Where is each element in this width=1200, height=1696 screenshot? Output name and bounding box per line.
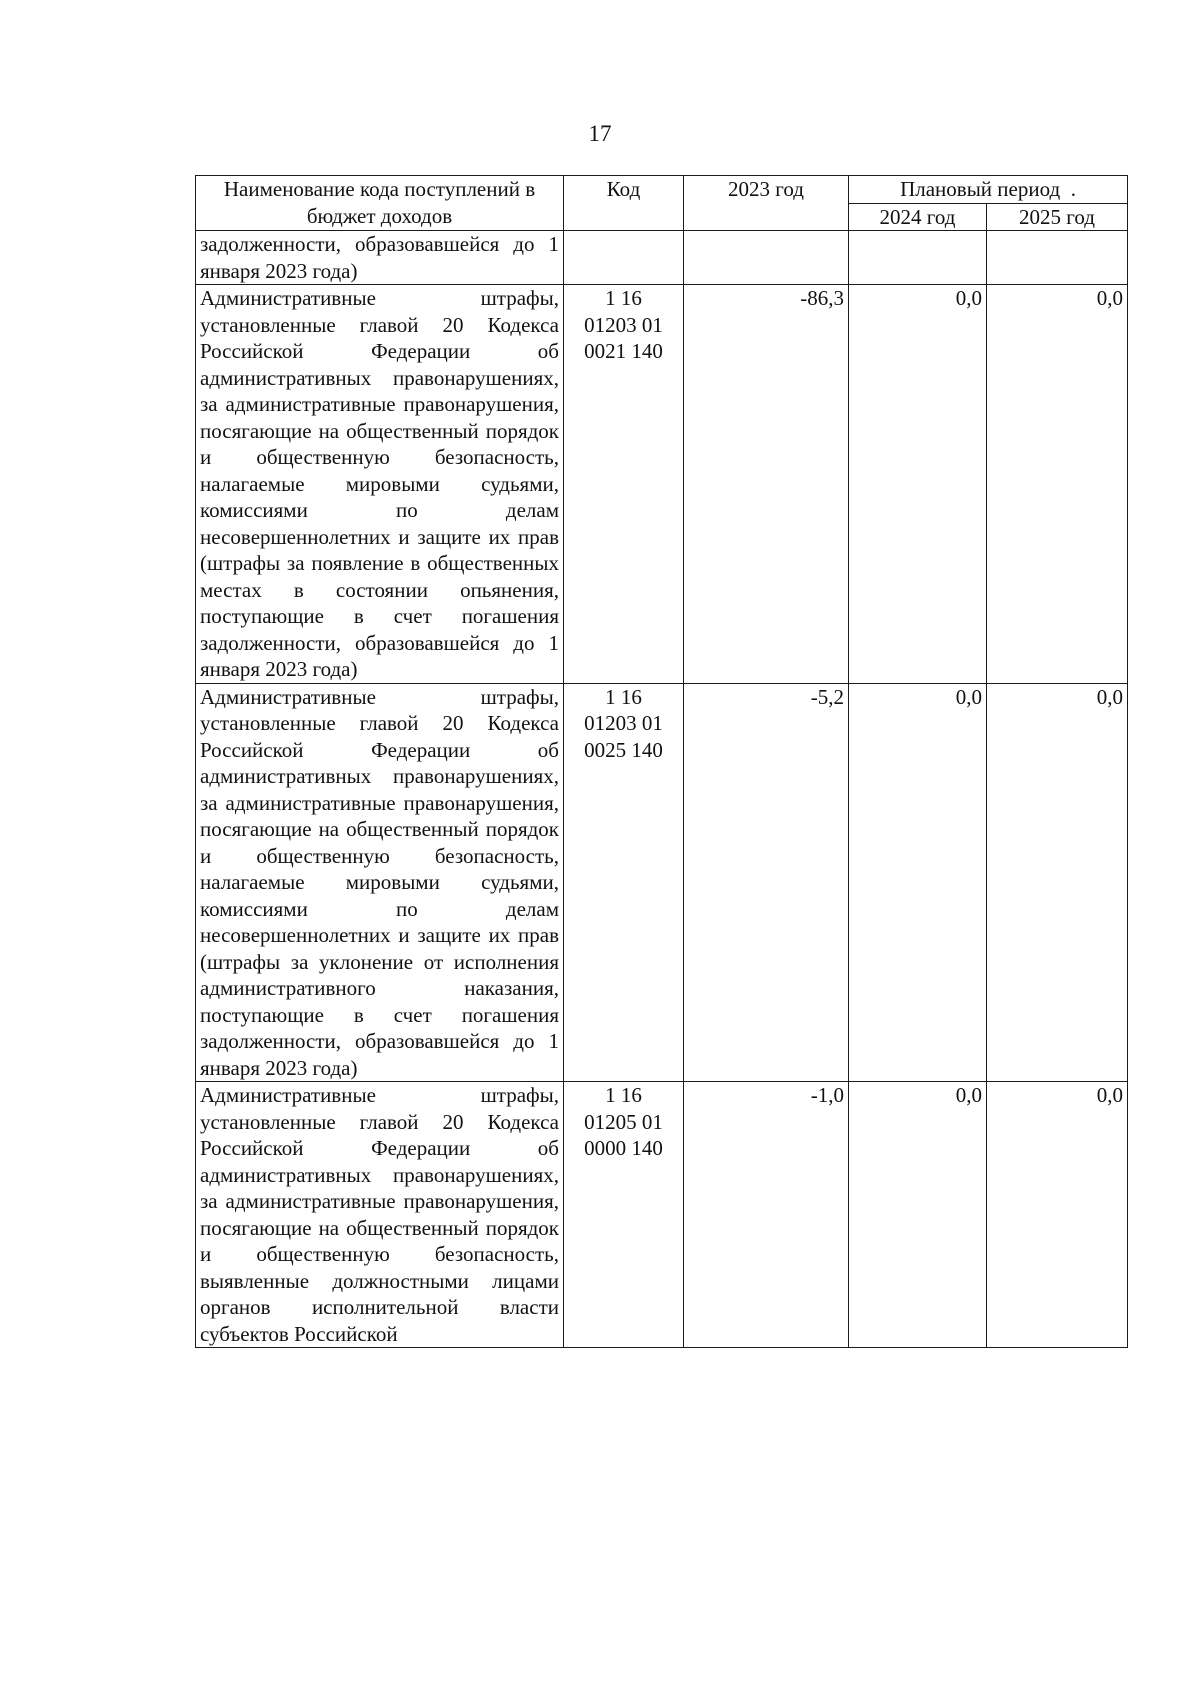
row-value-2025: 0,0 [987, 1082, 1128, 1348]
row-code-line: 01205 01 [584, 1109, 663, 1134]
header-year-2025: 2025 год [987, 203, 1128, 231]
row-value-2023: -5,2 [684, 683, 849, 1082]
row-code [564, 285, 684, 684]
row-name: задолженности, образовавшейся до 1 января 2023 года) [196, 231, 564, 285]
row-value-2023: -86,3 [684, 285, 849, 684]
row-code-line: 01203 01 [584, 711, 663, 735]
table-row [196, 683, 1128, 1082]
row-code [564, 231, 684, 285]
row-code-line: 0025 140 [584, 737, 663, 762]
row-value-2023 [684, 231, 849, 285]
table-row [196, 231, 1128, 285]
row-code-line: 0000 140 [584, 1136, 663, 1160]
header-plan-period-label: Плановый период [900, 177, 1061, 201]
row-value-2024: 0,0 [849, 683, 987, 1082]
row-value-2024 [849, 231, 987, 285]
row-name: Административные штрафы, установленные главой 20 Кодекса Российской Федерации об административных правонарушениях, за административные правонарушения, посягающие на общественный порядок и общественную безопасность, налагаемые мировыми судьями, комиссиями по делам несовершеннолетних и защите их прав (штрафы за уклонение от исполнения административного наказания, поступающие в счет погашения задолженности, образовавшейся до 1 января 2023 года) [196, 683, 564, 1082]
table-row [196, 1082, 1128, 1348]
row-name: Административные штрафы, установленные главой 20 Кодекса Российской Федерации об административных правонарушениях, за административные правонарушения, посягающие на общественный порядок и общественную безопасность, выявленные должностными лицами органов исполнительной власти субъектов Российской [196, 1082, 564, 1348]
row-code [564, 683, 684, 1082]
table-row [196, 285, 1128, 684]
row-value-2025: 0,0 [987, 683, 1128, 1082]
row-code-line: 1 16 [605, 286, 642, 310]
row-value-2024: 0,0 [849, 285, 987, 684]
header-row-1 [196, 176, 1128, 204]
page-number: 17 [588, 121, 612, 146]
row-value-2024: 0,0 [849, 1082, 987, 1348]
row-value-2025: 0,0 [987, 285, 1128, 684]
row-value-2023: -1,0 [684, 1082, 849, 1348]
header-plan-period-mark: . [1070, 177, 1076, 201]
header-plan-period [849, 176, 1128, 204]
header-year-2023: 2023 год [684, 176, 849, 231]
row-value-2025 [987, 231, 1128, 285]
row-code-line: 01203 01 [584, 312, 663, 337]
row-code [564, 1082, 684, 1348]
row-code-line: 0021 140 [584, 339, 663, 363]
row-code-line: 1 16 [605, 684, 642, 709]
row-name: Административные штрафы, установленные главой 20 Кодекса Российской Федерации об административных правонарушениях, за административные правонарушения, посягающие на общественный порядок и общественную безопасность, налагаемые мировыми судьями, комиссиями по делам несовершеннолетних и защите их прав (штрафы за появление в общественных местах в состоянии опьянения, поступающие в счет погашения задолженности, образовавшейся до 1 января 2023 года) [196, 285, 564, 684]
revenue-table [195, 175, 1128, 1348]
row-code-line: 1 16 [605, 1083, 642, 1107]
header-code: Код [564, 176, 684, 231]
header-name: Наименование кода поступлений в бюджет доходов [196, 176, 564, 231]
header-year-2024: 2024 год [849, 203, 987, 231]
